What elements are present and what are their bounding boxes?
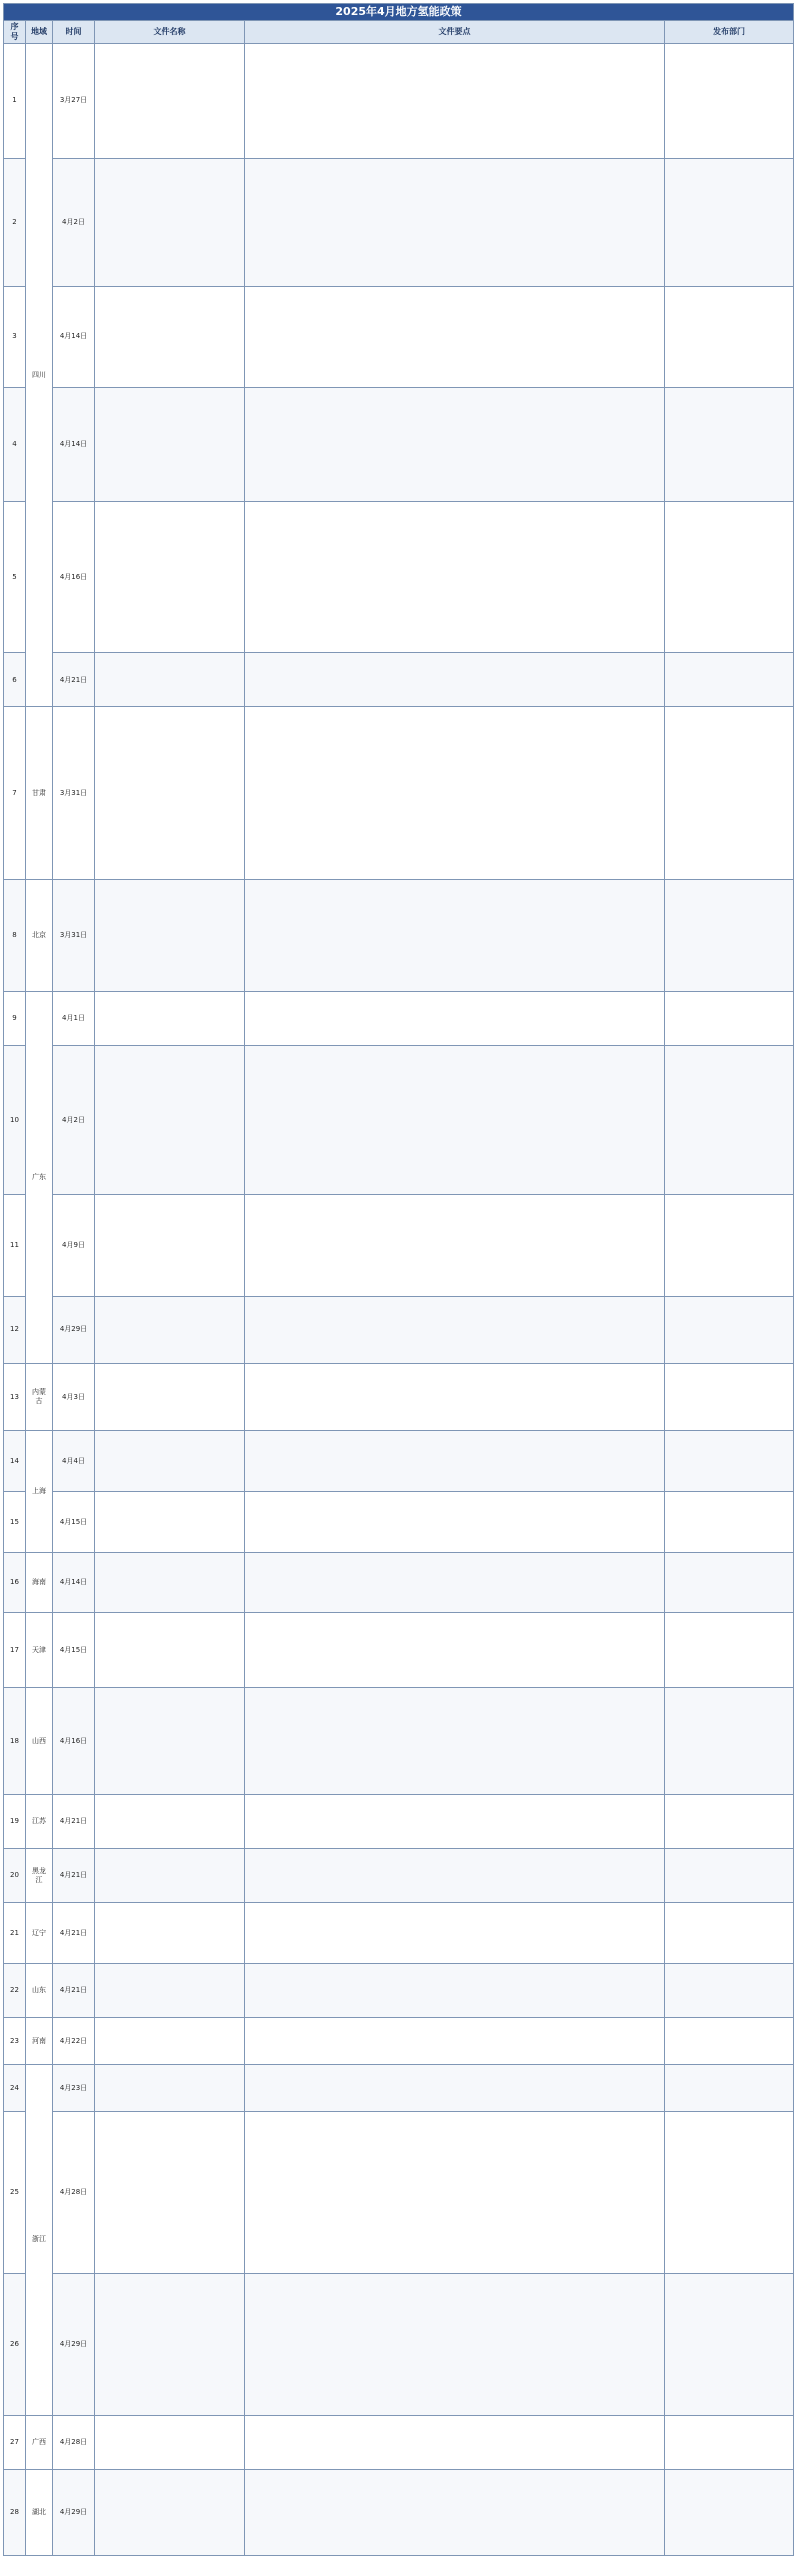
document-name-cell (95, 653, 245, 707)
document-points-cell (245, 1552, 665, 1613)
document-points-cell (245, 1795, 665, 1849)
issuing-department-cell (665, 1963, 794, 2017)
issuing-department-cell (665, 1431, 794, 1492)
table-row (4, 1363, 794, 1430)
date-cell: 4月28日 (53, 2415, 95, 2469)
row-number: 25 (4, 2112, 26, 2274)
table-row (4, 1613, 794, 1687)
date-cell: 4月21日 (53, 1795, 95, 1849)
row-number: 8 (4, 879, 26, 991)
table-row (4, 991, 794, 1045)
issuing-department-cell (665, 2415, 794, 2469)
document-name-cell (95, 387, 245, 502)
table-row (4, 158, 794, 286)
date-cell: 4月21日 (53, 1849, 95, 1903)
region-cell: 黑龙江 (26, 1849, 53, 1903)
row-number: 7 (4, 707, 26, 880)
date-cell: 4月21日 (53, 653, 95, 707)
document-name-cell (95, 879, 245, 991)
table-row (4, 502, 794, 653)
row-number: 20 (4, 1849, 26, 1903)
table-row (4, 1903, 794, 1964)
issuing-department-cell (665, 2469, 794, 2556)
row-number: 17 (4, 1613, 26, 1687)
row-number: 6 (4, 653, 26, 707)
table-row (4, 1195, 794, 1296)
table-row (4, 2112, 794, 2274)
header-row (4, 21, 794, 44)
document-name-cell (95, 1296, 245, 1363)
row-number: 11 (4, 1195, 26, 1296)
date-cell: 4月23日 (53, 2065, 95, 2112)
document-name-cell (95, 2065, 245, 2112)
document-points-cell (245, 653, 665, 707)
table-row (4, 1431, 794, 1492)
issuing-department-cell (665, 653, 794, 707)
document-name-cell (95, 1552, 245, 1613)
date-cell: 4月2日 (53, 158, 95, 286)
header-no: 序号 (4, 21, 26, 44)
row-number: 12 (4, 1296, 26, 1363)
region-cell: 浙江 (26, 2065, 53, 2416)
issuing-department-cell (665, 1849, 794, 1903)
document-points-cell (245, 2017, 665, 2064)
region-cell: 北京 (26, 879, 53, 991)
document-name-cell (95, 1045, 245, 1195)
date-cell: 4月15日 (53, 1613, 95, 1687)
document-points-cell (245, 2415, 665, 2469)
table-row (4, 387, 794, 502)
row-number: 28 (4, 2469, 26, 2556)
issuing-department-cell (665, 2274, 794, 2416)
document-name-cell (95, 44, 245, 159)
table-row (4, 2469, 794, 2556)
date-cell: 4月14日 (53, 1552, 95, 1613)
date-cell: 4月14日 (53, 286, 95, 387)
row-number: 18 (4, 1687, 26, 1795)
document-points-cell (245, 44, 665, 159)
date-cell: 3月31日 (53, 707, 95, 880)
row-number: 22 (4, 1963, 26, 2017)
document-name-cell (95, 1687, 245, 1795)
document-name-cell (95, 1963, 245, 2017)
region-cell: 江苏 (26, 1795, 53, 1849)
row-number: 21 (4, 1903, 26, 1964)
row-number: 16 (4, 1552, 26, 1613)
document-points-cell (245, 1903, 665, 1964)
title-row (4, 4, 794, 21)
region-cell: 上海 (26, 1431, 53, 1552)
region-cell: 广西 (26, 2415, 53, 2469)
date-cell: 4月16日 (53, 1687, 95, 1795)
table-row (4, 1849, 794, 1903)
issuing-department-cell (665, 991, 794, 1045)
document-name-cell (95, 158, 245, 286)
issuing-department-cell (665, 879, 794, 991)
date-cell: 4月21日 (53, 1903, 95, 1964)
date-cell: 4月29日 (53, 1296, 95, 1363)
table-row (4, 1963, 794, 2017)
document-name-cell (95, 1613, 245, 1687)
issuing-department-cell (665, 44, 794, 159)
date-cell: 4月22日 (53, 2017, 95, 2064)
table-row (4, 2065, 794, 2112)
row-number: 9 (4, 991, 26, 1045)
row-number: 2 (4, 158, 26, 286)
table-row (4, 653, 794, 707)
document-points-cell (245, 1431, 665, 1492)
row-number: 3 (4, 286, 26, 387)
date-cell: 4月29日 (53, 2274, 95, 2416)
document-points-cell (245, 2112, 665, 2274)
issuing-department-cell (665, 1687, 794, 1795)
document-name-cell (95, 1492, 245, 1553)
header-date: 时间 (53, 21, 95, 44)
table-row (4, 1552, 794, 1613)
document-name-cell (95, 2017, 245, 2064)
row-number: 13 (4, 1363, 26, 1430)
document-points-cell (245, 2469, 665, 2556)
issuing-department-cell (665, 1195, 794, 1296)
region-cell: 湖北 (26, 2469, 53, 2556)
document-name-cell (95, 2415, 245, 2469)
table-row (4, 1296, 794, 1363)
date-cell: 4月3日 (53, 1363, 95, 1430)
row-number: 14 (4, 1431, 26, 1492)
region-cell: 天津 (26, 1613, 53, 1687)
header-name: 文件名称 (95, 21, 245, 44)
document-points-cell (245, 1296, 665, 1363)
region-cell: 甘肃 (26, 707, 53, 880)
header-points: 文件要点 (245, 21, 665, 44)
row-number: 10 (4, 1045, 26, 1195)
table-title: 2025年4月地方氢能政策 (4, 4, 794, 21)
header-dept: 发布部门 (665, 21, 794, 44)
date-cell: 3月27日 (53, 44, 95, 159)
date-cell: 4月28日 (53, 2112, 95, 2274)
document-name-cell (95, 1849, 245, 1903)
document-points-cell (245, 2274, 665, 2416)
date-cell: 4月16日 (53, 502, 95, 653)
document-points-cell (245, 1613, 665, 1687)
table-row (4, 1045, 794, 1195)
date-cell: 4月9日 (53, 1195, 95, 1296)
row-number: 5 (4, 502, 26, 653)
document-points-cell (245, 879, 665, 991)
document-points-cell (245, 707, 665, 880)
region-cell: 山西 (26, 1687, 53, 1795)
table-row (4, 2415, 794, 2469)
document-name-cell (95, 2274, 245, 2416)
table-row (4, 1687, 794, 1795)
issuing-department-cell (665, 2065, 794, 2112)
table-row (4, 44, 794, 159)
document-points-cell (245, 1849, 665, 1903)
region-cell: 河南 (26, 2017, 53, 2064)
issuing-department-cell (665, 502, 794, 653)
document-name-cell (95, 1195, 245, 1296)
table-row (4, 879, 794, 991)
document-points-cell (245, 502, 665, 653)
table-row (4, 1795, 794, 1849)
row-number: 26 (4, 2274, 26, 2416)
document-name-cell (95, 2112, 245, 2274)
row-number: 4 (4, 387, 26, 502)
document-name-cell (95, 991, 245, 1045)
document-points-cell (245, 1195, 665, 1296)
region-cell: 海南 (26, 1552, 53, 1613)
policy-table (3, 3, 794, 2556)
document-name-cell (95, 2469, 245, 2556)
issuing-department-cell (665, 1795, 794, 1849)
date-cell: 4月1日 (53, 991, 95, 1045)
row-number: 27 (4, 2415, 26, 2469)
document-points-cell (245, 1963, 665, 2017)
issuing-department-cell (665, 286, 794, 387)
table-row (4, 707, 794, 880)
document-points-cell (245, 991, 665, 1045)
table-row (4, 1492, 794, 1553)
row-number: 1 (4, 44, 26, 159)
document-name-cell (95, 1363, 245, 1430)
table-row (4, 2017, 794, 2064)
table-row (4, 2274, 794, 2416)
issuing-department-cell (665, 707, 794, 880)
document-name-cell (95, 286, 245, 387)
date-cell: 4月2日 (53, 1045, 95, 1195)
document-points-cell (245, 1687, 665, 1795)
row-number: 23 (4, 2017, 26, 2064)
row-number: 19 (4, 1795, 26, 1849)
region-cell: 广东 (26, 991, 53, 1363)
date-cell: 4月4日 (53, 1431, 95, 1492)
document-points-cell (245, 158, 665, 286)
document-name-cell (95, 1903, 245, 1964)
issuing-department-cell (665, 2017, 794, 2064)
date-cell: 4月14日 (53, 387, 95, 502)
region-cell: 辽宁 (26, 1903, 53, 1964)
document-points-cell (245, 1492, 665, 1553)
document-name-cell (95, 502, 245, 653)
issuing-department-cell (665, 1903, 794, 1964)
issuing-department-cell (665, 1492, 794, 1553)
issuing-department-cell (665, 387, 794, 502)
issuing-department-cell (665, 1045, 794, 1195)
issuing-department-cell (665, 158, 794, 286)
issuing-department-cell (665, 1613, 794, 1687)
date-cell: 3月31日 (53, 879, 95, 991)
issuing-department-cell (665, 2112, 794, 2274)
document-name-cell (95, 707, 245, 880)
table-body (4, 44, 794, 2556)
document-name-cell (95, 1795, 245, 1849)
issuing-department-cell (665, 1552, 794, 1613)
document-points-cell (245, 1045, 665, 1195)
region-cell: 四川 (26, 44, 53, 707)
document-points-cell (245, 2065, 665, 2112)
row-number: 24 (4, 2065, 26, 2112)
document-name-cell (95, 1431, 245, 1492)
document-points-cell (245, 387, 665, 502)
document-points-cell (245, 286, 665, 387)
issuing-department-cell (665, 1296, 794, 1363)
row-number: 15 (4, 1492, 26, 1553)
header-region: 地域 (26, 21, 53, 44)
date-cell: 4月21日 (53, 1963, 95, 2017)
table-row (4, 286, 794, 387)
date-cell: 4月29日 (53, 2469, 95, 2556)
region-cell: 山东 (26, 1963, 53, 2017)
region-cell: 内蒙古 (26, 1363, 53, 1430)
document-points-cell (245, 1363, 665, 1430)
issuing-department-cell (665, 1363, 794, 1430)
date-cell: 4月15日 (53, 1492, 95, 1553)
